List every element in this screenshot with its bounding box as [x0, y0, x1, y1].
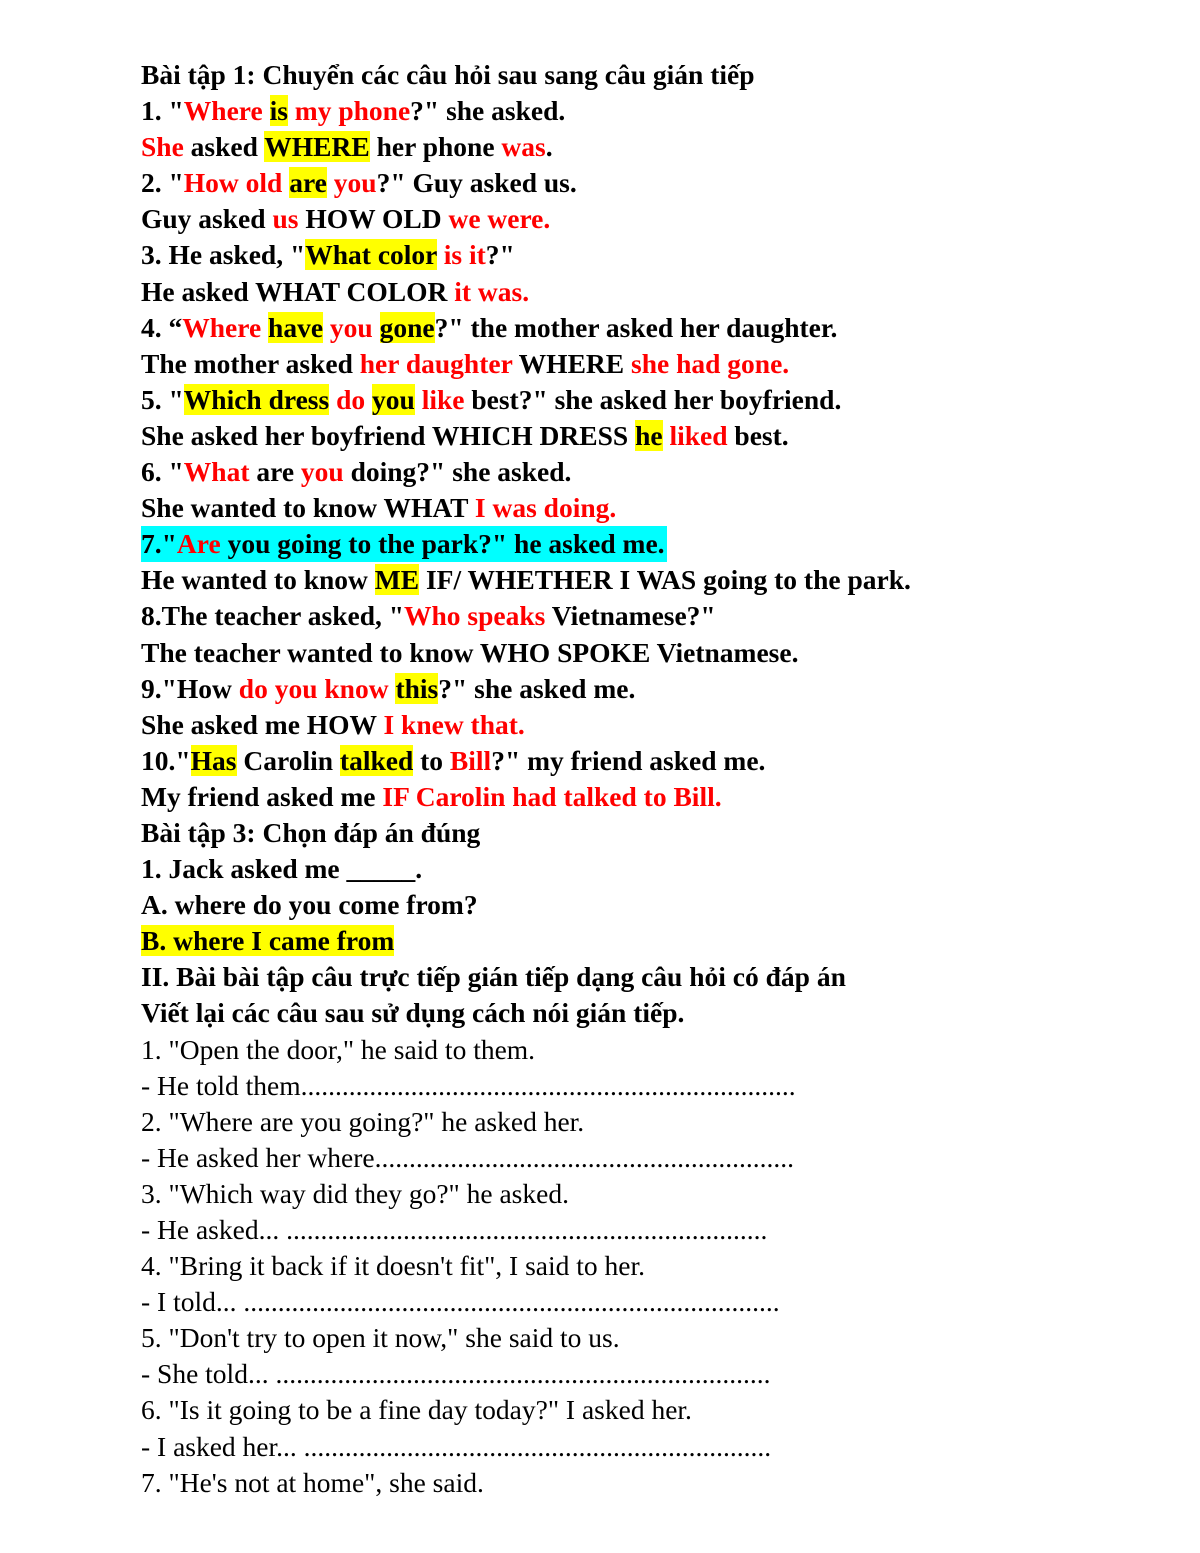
line-content — [141, 1032, 1141, 1068]
text-line — [141, 93, 1141, 129]
red-text: you — [329, 311, 373, 343]
red-text: Bill — [449, 744, 492, 776]
red-text: Who speaks — [404, 600, 546, 632]
red-text: you — [333, 167, 377, 199]
text-segment: She asked her boyfriend WHICH DRESS — [141, 419, 636, 451]
red-text: we were. — [448, 203, 551, 235]
text-segment: ?" Guy asked us. — [376, 167, 577, 199]
line-content — [141, 815, 1141, 851]
line-content — [141, 707, 1141, 743]
text-segment: 6. " — [141, 456, 184, 488]
text-segment: The mother asked — [141, 347, 360, 379]
line-content — [141, 129, 1141, 165]
text-segment — [365, 384, 372, 415]
text-segment: - I told... .............................................................................. — [141, 1286, 780, 1318]
highlighted-text: you — [372, 383, 415, 415]
line-content — [141, 346, 1141, 382]
text-segment: ?" — [485, 239, 515, 271]
red-text: my phone — [294, 95, 411, 127]
line-content — [141, 454, 1141, 490]
highlighted-text: is — [269, 95, 288, 127]
line-content — [141, 1392, 1141, 1428]
text-line — [141, 1320, 1141, 1356]
text-line — [141, 1032, 1141, 1068]
text-segment — [327, 167, 334, 198]
line-content — [141, 57, 1141, 93]
highlighted-text: B. where I came from — [141, 925, 395, 957]
text-segment: her phone — [369, 131, 502, 163]
text-segment: He asked WHAT COLOR — [141, 275, 455, 307]
red-text: is it — [443, 239, 486, 271]
text-line — [141, 310, 1141, 346]
text-line — [141, 418, 1141, 454]
text-line — [141, 1356, 1141, 1392]
text-segment: 1. " — [141, 95, 184, 127]
line-content — [141, 418, 1141, 454]
text-segment: ?" the mother asked her daughter. — [434, 311, 838, 343]
red-text: I was doing. — [474, 492, 617, 524]
text-segment: Guy asked — [141, 203, 273, 235]
line-content — [141, 1429, 1141, 1465]
text-segment: 3. "Which way did they go?" he asked. — [141, 1177, 569, 1209]
text-line — [141, 1176, 1141, 1212]
line-content — [141, 1212, 1141, 1248]
text-segment: ?" my friend asked me. — [491, 744, 766, 776]
line-content — [141, 1104, 1141, 1140]
line-content — [141, 1356, 1141, 1392]
text-segment: HOW OLD — [298, 203, 449, 235]
text-line — [141, 598, 1141, 634]
red-text: How old — [183, 167, 283, 199]
highlighted-text: What color — [305, 239, 437, 271]
highlighted-text: Has — [190, 744, 237, 776]
text-segment: 8.The teacher asked, " — [141, 600, 405, 632]
line-content — [141, 1284, 1141, 1320]
text-segment: Carolin — [236, 744, 340, 776]
red-text: her daughter — [359, 347, 513, 379]
text-segment — [323, 312, 330, 343]
highlighted-text: WHERE — [264, 131, 370, 163]
text-segment: 9."How — [141, 672, 239, 704]
red-text: IF Carolin had talked to Bill. — [382, 780, 722, 812]
red-text: us — [272, 203, 299, 235]
text-segment: . — [545, 131, 553, 163]
text-line — [141, 57, 1141, 93]
text-segment: Bài tập 1: Chuyển các câu hỏi sau sang câu gián tiếp — [141, 59, 755, 90]
line-content — [141, 274, 1141, 310]
highlighted-text: ME — [374, 564, 420, 596]
text-line — [141, 815, 1141, 851]
highlighted-text: he — [635, 419, 663, 451]
line-content — [141, 887, 1141, 923]
red-text: I knew that. — [383, 708, 525, 740]
line-content — [141, 1320, 1141, 1356]
text-segment: A. where do you come from? — [141, 889, 478, 921]
line-content — [141, 201, 1141, 237]
text-segment: He wanted to know — [141, 564, 375, 596]
text-segment: My friend asked me — [141, 780, 383, 812]
text-segment: - He asked... ...................................................................... — [141, 1214, 768, 1245]
text-segment: 1. "Open the door," he said to them. — [141, 1033, 536, 1065]
text-line — [141, 1104, 1141, 1140]
text-segment: 6. "Is it going to be a fine day today?" I asked her. — [141, 1394, 692, 1426]
text-line — [141, 1068, 1141, 1104]
red-text: like — [421, 383, 465, 415]
text-segment: you going to the park?" he asked me. — [220, 528, 665, 560]
text-segment: 7. "He's not at home", she said. — [141, 1466, 484, 1498]
highlighted-text: gone — [379, 311, 435, 343]
text-segment: 2. "Where are you going?" he asked her. — [141, 1105, 585, 1137]
text-segment: Viết lại các câu sau sử dụng cách nói gián tiếp. — [141, 997, 685, 1029]
text-segment: - I asked her... .................................................................... — [141, 1430, 772, 1462]
red-text: Where — [182, 311, 262, 343]
text-line — [141, 959, 1141, 995]
line-content — [141, 635, 1141, 671]
text-line — [141, 635, 1141, 671]
text-segment: 7." — [141, 528, 177, 560]
text-segment: 4. "Bring it back if it doesn't fit", I said to her. — [141, 1250, 645, 1282]
text-line — [141, 129, 1141, 165]
text-segment: 4. “ — [141, 311, 183, 343]
text-segment — [373, 312, 380, 343]
text-segment — [288, 95, 295, 126]
text-segment: IF/ WHETHER I WAS going to the park. — [419, 564, 911, 596]
text-line — [141, 526, 1141, 562]
red-text: Where — [183, 95, 263, 127]
text-segment: She asked me HOW — [141, 708, 384, 740]
highlighted-text: have — [268, 311, 324, 343]
line-content — [141, 526, 667, 562]
line-content — [141, 959, 1141, 995]
text-segment: doing?" she asked. — [343, 456, 572, 488]
text-line — [141, 201, 1141, 237]
text-line — [141, 707, 1141, 743]
text-line — [141, 1284, 1141, 1320]
text-line — [141, 1248, 1141, 1284]
text-segment: WHERE — [512, 347, 631, 379]
text-line — [141, 274, 1141, 310]
text-segment — [415, 384, 422, 415]
text-segment: asked — [183, 131, 265, 163]
line-content — [141, 923, 1141, 959]
text-segment — [263, 95, 270, 126]
text-line — [141, 671, 1141, 707]
line-content — [141, 1248, 1141, 1284]
text-line — [141, 562, 1141, 598]
red-text: do you know — [238, 672, 389, 704]
line-content — [141, 93, 1141, 129]
highlighted-text: are — [289, 167, 327, 199]
text-line — [141, 1429, 1141, 1465]
line-content — [141, 598, 1141, 634]
red-text: She — [141, 131, 184, 163]
text-segment: 2. " — [141, 167, 184, 199]
text-line — [141, 1212, 1141, 1248]
worksheet-document — [141, 57, 1141, 1501]
text-segment: ?" she asked me. — [438, 672, 636, 704]
line-content — [141, 779, 1141, 815]
line-content — [141, 995, 1141, 1031]
text-line — [141, 490, 1141, 526]
red-text: What — [183, 456, 250, 488]
highlighted-text: talked — [339, 744, 414, 776]
text-segment: best. — [727, 419, 789, 451]
text-line — [141, 382, 1141, 418]
line-content — [141, 851, 1141, 887]
text-segment: The teacher wanted to know WHO SPOKE Vietnamese. — [141, 636, 799, 668]
text-line — [141, 1465, 1141, 1501]
text-segment: ?" she asked. — [410, 95, 566, 127]
red-text: it was. — [454, 275, 530, 307]
text-segment: 1. Jack asked me _____. — [141, 853, 423, 885]
red-text: she had gone. — [631, 347, 790, 379]
text-segment: 3. He asked, " — [141, 239, 306, 271]
line-content — [141, 237, 1141, 273]
text-line — [141, 346, 1141, 382]
text-line — [141, 1140, 1141, 1176]
line-content — [141, 382, 1141, 418]
text-line — [141, 923, 1141, 959]
text-segment: II. Bài bài tập câu trực tiếp gián tiếp dạng câu hỏi có đáp án — [141, 961, 846, 993]
text-segment: - She told... ........................................................................ — [141, 1358, 771, 1390]
text-segment: are — [249, 456, 301, 488]
text-segment: 10." — [141, 744, 191, 776]
line-content — [141, 1068, 1141, 1104]
highlighted-text: Which dress — [183, 383, 330, 415]
text-segment: - He told them........................................................................ — [141, 1069, 796, 1101]
text-line — [141, 743, 1141, 779]
line-content — [141, 310, 1141, 346]
text-segment — [437, 239, 444, 270]
highlighted-text: this — [395, 672, 439, 704]
red-text: was — [501, 131, 546, 163]
text-line — [141, 851, 1141, 887]
text-segment: best?" she asked her boyfriend. — [464, 383, 842, 415]
text-segment: - He asked her where............................................................. — [141, 1141, 795, 1173]
text-line — [141, 887, 1141, 923]
text-segment: 5. " — [141, 383, 184, 415]
line-content — [141, 671, 1141, 707]
text-line — [141, 1392, 1141, 1428]
text-line — [141, 995, 1141, 1031]
line-content — [141, 1140, 1141, 1176]
text-segment: She wanted to know WHAT — [141, 492, 475, 524]
line-content — [141, 743, 1141, 779]
line-content — [141, 1465, 1141, 1501]
text-segment: Bài tập 3: Chọn đáp án đúng — [141, 816, 481, 848]
text-segment: to — [413, 744, 450, 776]
text-line — [141, 779, 1141, 815]
red-text: you — [300, 456, 344, 488]
text-line — [141, 454, 1141, 490]
line-content — [141, 562, 1141, 598]
line-content — [141, 490, 1141, 526]
text-segment: Vietnamese?" — [545, 600, 716, 632]
red-text: do — [336, 383, 366, 415]
line-content — [141, 165, 1141, 201]
text-line — [141, 237, 1141, 273]
red-text: Are — [176, 528, 221, 560]
text-line — [141, 165, 1141, 201]
text-segment: 5. "Don't try to open it now," she said to us. — [141, 1322, 620, 1354]
red-text: liked — [669, 419, 728, 451]
line-content — [141, 1176, 1141, 1212]
